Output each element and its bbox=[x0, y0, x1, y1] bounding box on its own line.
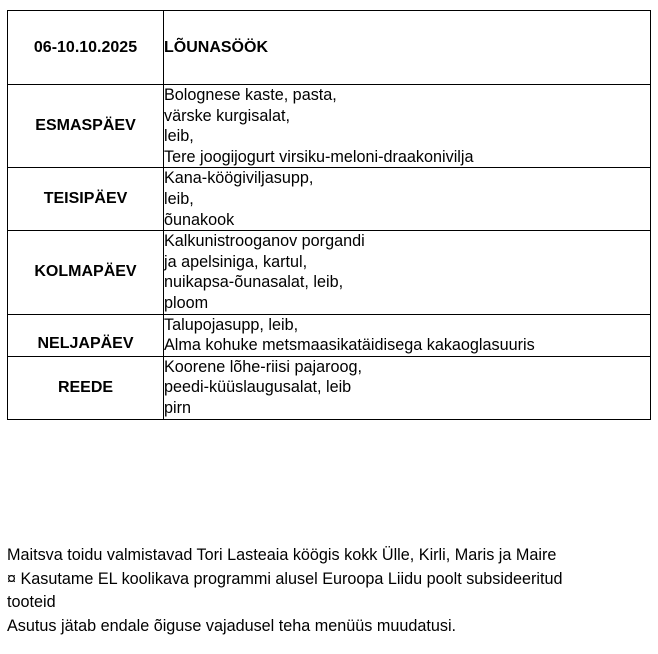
food-item: Kana-köögiviljasupp, bbox=[164, 169, 314, 188]
food-item: leib, bbox=[164, 127, 194, 146]
food-list-friday bbox=[164, 356, 651, 419]
food-item: õunakook bbox=[164, 210, 235, 229]
day-row-friday bbox=[8, 356, 651, 419]
week-dates: 06-10.10.2025 bbox=[8, 11, 164, 85]
day-row-wednesday bbox=[8, 231, 651, 314]
food-list-monday bbox=[164, 85, 651, 168]
food-item: Talupojasupp, leib, bbox=[164, 315, 299, 334]
food-item: Kalkunistrooganov porgandi bbox=[164, 232, 365, 251]
note-changes: Asutus jätab endale õiguse vajadusel teha menüüs muudatusi. bbox=[7, 616, 457, 635]
note-eu-program: ¤ Kasutame EL koolikava programmi alusel Euroopa Liidu poolt subsideeritud bbox=[7, 569, 563, 588]
food-list-wednesday bbox=[164, 231, 651, 314]
day-row-monday bbox=[8, 85, 651, 168]
lunch-menu-table bbox=[7, 10, 651, 420]
note-eu-program-cont: tooteid bbox=[7, 593, 56, 611]
food-item: Bolognese kaste, pasta, bbox=[164, 86, 337, 104]
day-row-thursday bbox=[8, 314, 651, 356]
food-item: värske kurgisalat, bbox=[164, 106, 290, 125]
food-item: nuikapsa-õunasalat, leib, bbox=[164, 273, 344, 292]
food-item: ja apelsiniga, kartul, bbox=[164, 252, 308, 271]
menu-title: LÕUNASÖÖK bbox=[164, 11, 651, 85]
day-name-monday: ESMASPÄEV bbox=[8, 85, 164, 168]
food-item: leib, bbox=[164, 189, 194, 208]
food-item: peedi-küüslaugusalat, leib bbox=[164, 378, 352, 397]
menu-notes bbox=[7, 544, 657, 638]
day-name-wednesday: KOLMAPÄEV bbox=[8, 231, 164, 314]
header-row bbox=[8, 11, 651, 85]
food-item: ploom bbox=[164, 293, 209, 312]
food-item: pirn bbox=[164, 398, 191, 417]
day-name-friday: REEDE bbox=[8, 356, 164, 419]
day-name-thursday: NELJAPÄEV bbox=[8, 314, 164, 356]
day-name-tuesday: TEISIPÄEV bbox=[8, 168, 164, 231]
note-cooks: Maitsva toidu valmistavad Tori Lasteaia köögis kokk Ülle, Kirli, Maris ja Maire bbox=[7, 546, 557, 564]
food-list-thursday bbox=[164, 314, 651, 356]
day-row-tuesday bbox=[8, 168, 651, 231]
food-list-tuesday bbox=[164, 168, 651, 231]
food-item: Alma kohuke metsmaasikatäidisega kakaoglasuuris bbox=[164, 336, 535, 355]
food-item: Koorene lõhe-riisi pajaroog, bbox=[164, 357, 362, 376]
food-item: Tere joogijogurt virsiku-meloni-draakonivilja bbox=[164, 147, 474, 166]
